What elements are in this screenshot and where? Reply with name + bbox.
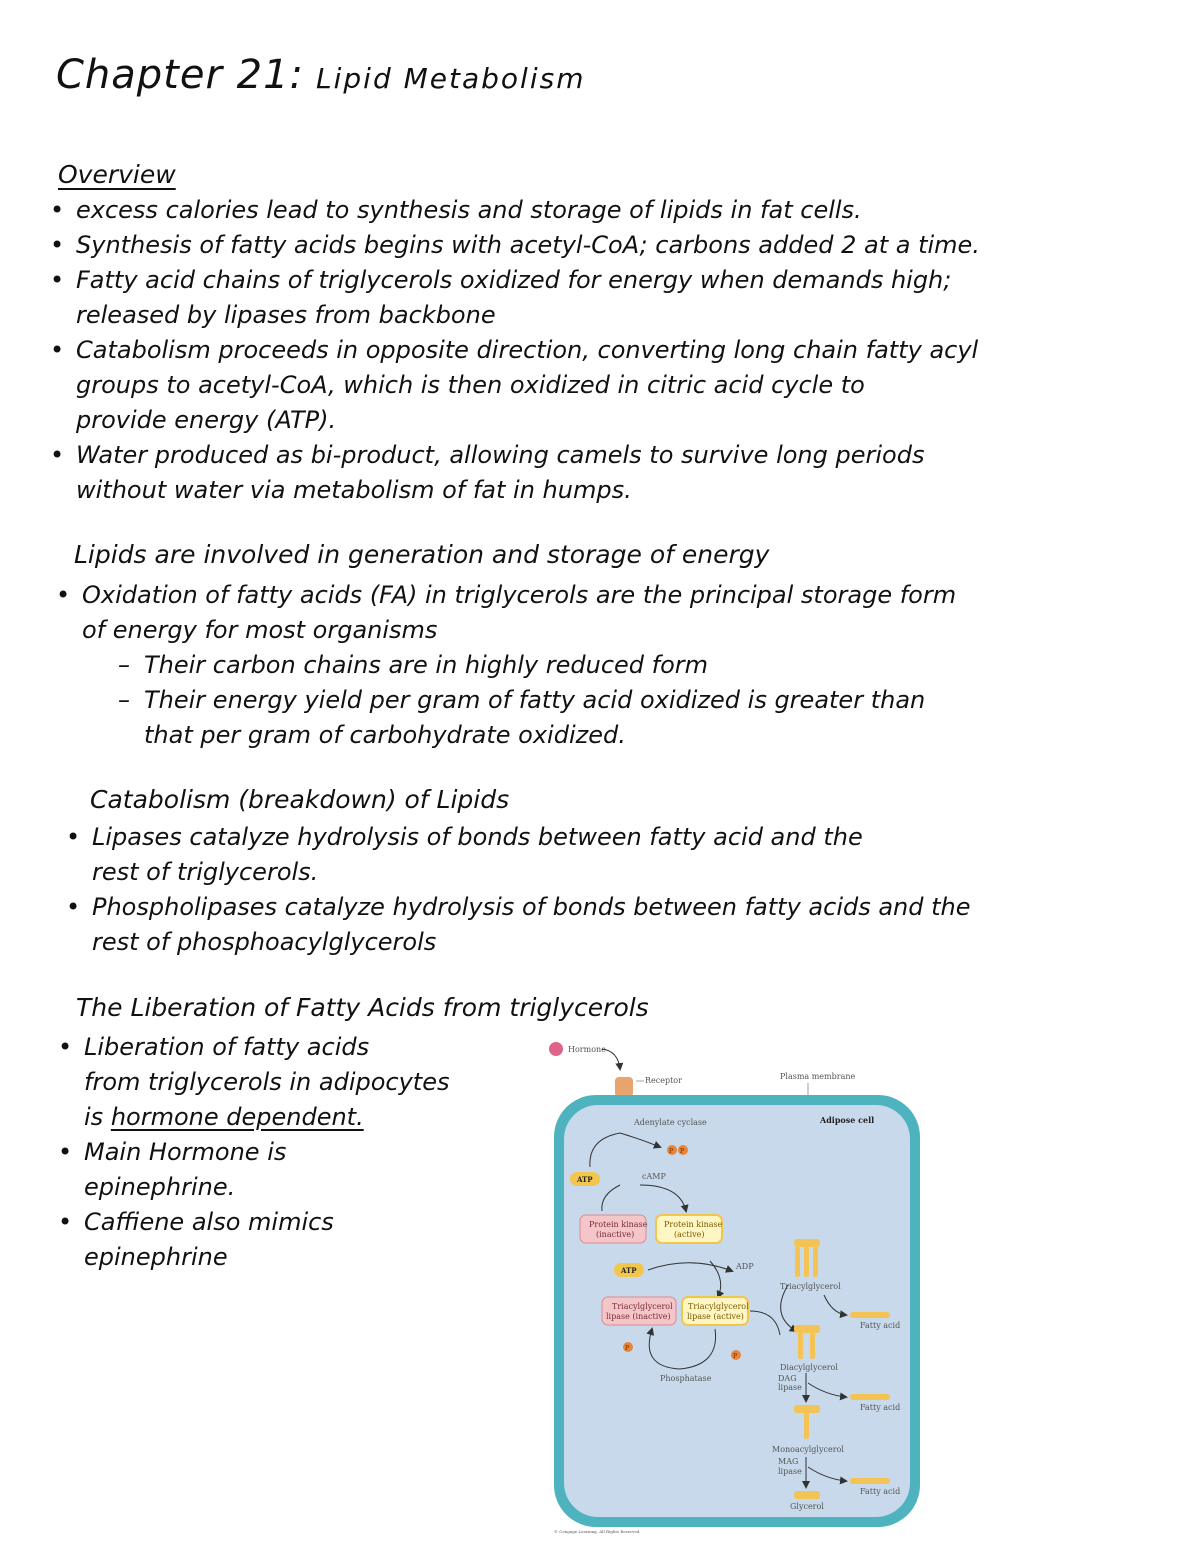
svg-text:P: P — [669, 1148, 674, 1155]
svg-text:lipase (active): lipase (active) — [687, 1312, 744, 1321]
fatty-acid-label-1: Fatty acid — [860, 1321, 901, 1330]
lipolysis-diagram — [540, 1035, 930, 1535]
list-item: • Synthesis of fatty acids begins with acetyl-CoA; carbons added 2 at a time. — [50, 231, 980, 259]
svg-text:(inactive): (inactive) — [596, 1230, 635, 1239]
svg-text:P: P — [680, 1148, 685, 1155]
svg-text:ATP: ATP — [621, 1266, 637, 1275]
phosphatase-label: Phosphatase — [660, 1374, 712, 1383]
glycerol-icon — [794, 1491, 820, 1499]
svg-text:lipase: lipase — [778, 1383, 802, 1392]
chapter-topic: Lipid Metabolism — [316, 62, 586, 95]
liberation-list — [56, 1030, 449, 1275]
overview-list — [48, 193, 980, 508]
list-item: • Fatty acid chains of triglycerols oxidized for energy when demands high; released by lipases from backbone — [50, 266, 952, 329]
adp-label: ADP — [736, 1262, 754, 1271]
svg-text:ATP: ATP — [577, 1175, 593, 1184]
svg-text:Protein kinase: Protein kinase — [664, 1220, 723, 1229]
list-item: • Liberation of fatty acids from triglycerols in adipocytes is hormone dependent. — [58, 1033, 450, 1131]
list-item: • Lipases catalyze hydrolysis of bonds between fatty acid and the rest of triglycerols. — [66, 823, 863, 886]
svg-text:P: P — [625, 1345, 630, 1352]
sub-list-item: – Their carbon chains are in highly reduced form — [118, 651, 709, 679]
adenylate-cyclase-label: Adenylate cyclase — [634, 1118, 707, 1127]
list-item: • Catabolism proceeds in opposite direction, converting long chain fatty acyl groups to acetyl-CoA, which is then oxidized in citric acid cycle to provide energy (ATP). — [50, 336, 979, 434]
fatty-acid-label-2: Fatty acid — [860, 1403, 901, 1412]
svg-text:Triacylglycerol: Triacylglycerol — [688, 1302, 749, 1311]
svg-text:(active): (active) — [674, 1230, 705, 1239]
list-item: • Phospholipases catalyze hydrolysis of bonds between fatty acids and the rest of phosphoacylglycerols — [66, 893, 971, 956]
list-item: • Oxidation of fatty acids (FA) in triglycerols are the principal storage form of energy for most organisms — [56, 581, 957, 644]
lipids-energy-heading: Lipids are involved in generation and storage of energy — [74, 540, 770, 569]
svg-text:lipase (inactive): lipase (inactive) — [606, 1312, 671, 1321]
sub-list-item: – Their energy yield per gram of fatty acid oxidized is greater than that per gram of carbohydrate oxidized. — [118, 686, 926, 749]
copyright-text: © Cengage Learning. All Rights Reserved. — [554, 1529, 641, 1534]
lipids-energy-list — [54, 578, 956, 753]
receptor-label: Receptor — [645, 1076, 682, 1085]
monoacylglycerol-label: Monoacylglycerol — [772, 1445, 844, 1454]
catabolism-list — [64, 820, 971, 960]
diacylglycerol-label: Diacylglycerol — [780, 1363, 838, 1372]
plasma-membrane-label: Plasma membrane — [780, 1072, 856, 1081]
adipose-cell-label: Adipose cell — [820, 1115, 875, 1125]
hormone-label: Hormone — [568, 1045, 606, 1054]
fatty-acid-label-3: Fatty acid — [860, 1487, 901, 1496]
overview-heading: Overview — [58, 160, 176, 189]
triacylglycerol-icon — [794, 1239, 820, 1277]
svg-text:Protein kinase: Protein kinase — [589, 1220, 648, 1229]
chapter-label: Chapter 21: — [56, 52, 305, 98]
page-title — [56, 52, 585, 98]
list-item: • Caffiene also mimics epinephrine — [58, 1208, 334, 1271]
list-item: • excess calories lead to synthesis and storage of lipids in fat cells. — [50, 196, 862, 224]
triacylglycerol-label: Triacylglycerol — [780, 1282, 841, 1291]
hormone-dependent-text: hormone dependent. — [110, 1103, 364, 1131]
glycerol-label: Glycerol — [790, 1502, 824, 1511]
hormone-icon — [549, 1042, 563, 1056]
svg-text:P: P — [733, 1353, 738, 1360]
svg-text:DAG: DAG — [778, 1374, 797, 1383]
list-item: • Water produced as bi-product, allowing camels to survive long periods without water via metabolism of fat in humps. — [50, 441, 925, 504]
list-item: • Main Hormone is epinephrine. — [58, 1138, 287, 1201]
svg-text:MAG: MAG — [778, 1457, 799, 1466]
svg-text:Triacylglycerol: Triacylglycerol — [612, 1302, 673, 1311]
svg-text:lipase: lipase — [778, 1467, 802, 1476]
catabolism-heading: Catabolism (breakdown) of Lipids — [90, 785, 510, 814]
liberation-heading: The Liberation of Fatty Acids from triglycerols — [76, 993, 649, 1022]
camp-label: cAMP — [642, 1172, 666, 1181]
receptor-icon — [615, 1077, 633, 1097]
